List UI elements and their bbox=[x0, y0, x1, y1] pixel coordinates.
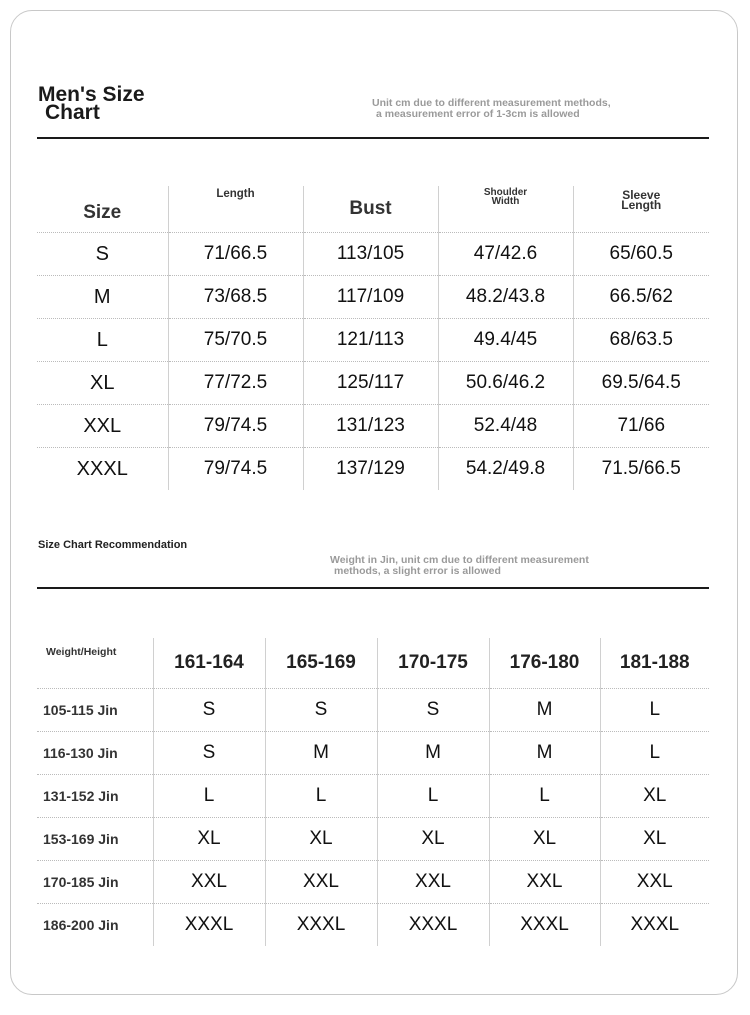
recommendation-row bbox=[37, 732, 709, 775]
recommendation-divider bbox=[37, 587, 709, 589]
cell-recommended-size: S bbox=[377, 689, 489, 732]
header-size: Size bbox=[37, 186, 168, 233]
cell-sleeve-length: 65/60.5 bbox=[573, 233, 709, 276]
size-table-row bbox=[37, 405, 709, 448]
header-length: Length bbox=[168, 186, 303, 233]
cell-recommended-size: XXXL bbox=[489, 904, 600, 947]
header-sleeve-line-1: Sleeve bbox=[622, 188, 661, 202]
cell-weight-range: 105-115 Jin bbox=[37, 689, 153, 732]
cell-length: 71/66.5 bbox=[168, 233, 303, 276]
cell-recommended-size: XXXL bbox=[600, 904, 709, 947]
header-weight-height: Weight/Height bbox=[37, 638, 153, 689]
header-height-range: 170-175 bbox=[377, 638, 489, 689]
recommendation-row bbox=[37, 904, 709, 947]
header-divider bbox=[37, 137, 709, 139]
recommendation-row bbox=[37, 861, 709, 904]
cell-sleeve-length: 68/63.5 bbox=[573, 319, 709, 362]
cell-length: 75/70.5 bbox=[168, 319, 303, 362]
cell-shoulder-width: 54.2/49.8 bbox=[438, 448, 573, 491]
cell-recommended-size: XXXL bbox=[265, 904, 377, 947]
header-sleeve-length bbox=[573, 186, 709, 233]
cell-recommended-size: L bbox=[265, 775, 377, 818]
cell-weight-range: 131-152 Jin bbox=[37, 775, 153, 818]
header-sleeve-line-2: Length bbox=[621, 198, 662, 212]
cell-shoulder-width: 48.2/43.8 bbox=[438, 276, 573, 319]
cell-weight-range: 153-169 Jin bbox=[37, 818, 153, 861]
cell-shoulder-width: 52.4/48 bbox=[438, 405, 573, 448]
cell-recommended-size: S bbox=[153, 689, 265, 732]
header-shoulder-line-1: Shoulder bbox=[483, 187, 528, 198]
cell-recommended-size: XL bbox=[265, 818, 377, 861]
size-table-row bbox=[37, 362, 709, 405]
recommendation-table bbox=[37, 638, 709, 946]
cell-recommended-size: XL bbox=[377, 818, 489, 861]
cell-recommended-size: L bbox=[377, 775, 489, 818]
recommendation-title: Size Chart Recommendation bbox=[38, 539, 188, 551]
cell-recommended-size: XXXL bbox=[377, 904, 489, 947]
cell-recommended-size: M bbox=[377, 732, 489, 775]
cell-recommended-size: L bbox=[600, 689, 709, 732]
size-table-row bbox=[37, 448, 709, 491]
cell-shoulder-width: 50.6/46.2 bbox=[438, 362, 573, 405]
recommendation-note-line-2: methods, a slight error is allowed bbox=[334, 565, 501, 577]
recommendation-row bbox=[37, 689, 709, 732]
cell-bust: 125/117 bbox=[303, 362, 438, 405]
cell-recommended-size: XXL bbox=[265, 861, 377, 904]
recommendation-note-line-1: Weight in Jin, unit cm due to different measurement bbox=[330, 554, 589, 566]
cell-shoulder-width: 47/42.6 bbox=[438, 233, 573, 276]
recommendation-note bbox=[330, 555, 589, 577]
cell-bust: 113/105 bbox=[303, 233, 438, 276]
header-height-range: 176-180 bbox=[489, 638, 600, 689]
cell-recommended-size: XXL bbox=[489, 861, 600, 904]
cell-bust: 117/109 bbox=[303, 276, 438, 319]
header-height-range: 181-188 bbox=[600, 638, 709, 689]
cell-length: 79/74.5 bbox=[168, 405, 303, 448]
cell-recommended-size: XL bbox=[153, 818, 265, 861]
cell-recommended-size: L bbox=[600, 732, 709, 775]
header-shoulder-line-2: Width bbox=[491, 196, 520, 207]
cell-recommended-size: S bbox=[153, 732, 265, 775]
recommendation-header-row bbox=[37, 638, 709, 689]
title-line-1: Men's Size bbox=[38, 83, 145, 106]
cell-bust: 121/113 bbox=[303, 319, 438, 362]
cell-recommended-size: L bbox=[489, 775, 600, 818]
page-title bbox=[38, 83, 145, 124]
cell-recommended-size: L bbox=[153, 775, 265, 818]
cell-length: 77/72.5 bbox=[168, 362, 303, 405]
size-table-header-row bbox=[37, 186, 709, 233]
cell-sleeve-length: 71.5/66.5 bbox=[573, 448, 709, 491]
cell-weight-range: 170-185 Jin bbox=[37, 861, 153, 904]
recommendation-row bbox=[37, 775, 709, 818]
cell-size: XXXL bbox=[76, 457, 128, 480]
cell-recommended-size: XXL bbox=[377, 861, 489, 904]
cell-size: M bbox=[37, 276, 168, 319]
cell-sleeve-length: 66.5/62 bbox=[573, 276, 709, 319]
cell-recommended-size: M bbox=[489, 689, 600, 732]
measurement-note-line-2: a measurement error of 1-3cm is allowed bbox=[376, 108, 580, 120]
measurement-note-line-1: Unit cm due to different measurement methods, bbox=[372, 97, 611, 109]
measurement-note bbox=[372, 98, 611, 120]
cell-bust: 131/123 bbox=[303, 405, 438, 448]
cell-length: 73/68.5 bbox=[168, 276, 303, 319]
cell-bust: 137/129 bbox=[303, 448, 438, 491]
cell-sleeve-length: 71/66 bbox=[573, 405, 709, 448]
cell-recommended-size: XL bbox=[600, 775, 709, 818]
size-table-row bbox=[37, 319, 709, 362]
cell-recommended-size: XXXL bbox=[153, 904, 265, 947]
cell-recommended-size: XL bbox=[600, 818, 709, 861]
cell-weight-range: 186-200 Jin bbox=[43, 916, 119, 933]
cell-shoulder-width: 49.4/45 bbox=[438, 319, 573, 362]
header-height-range: 165-169 bbox=[265, 638, 377, 689]
cell-size: L bbox=[37, 319, 168, 362]
header-bust: Bust bbox=[303, 186, 438, 233]
cell-size: XL bbox=[37, 362, 168, 405]
cell-weight-range: 116-130 Jin bbox=[37, 732, 153, 775]
title-line-2: Chart bbox=[45, 101, 100, 124]
cell-sleeve-length: 69.5/64.5 bbox=[573, 362, 709, 405]
cell-recommended-size: M bbox=[489, 732, 600, 775]
recommendation-row bbox=[37, 818, 709, 861]
size-table-row bbox=[37, 276, 709, 319]
cell-recommended-size: XL bbox=[489, 818, 600, 861]
header-height-range: 161-164 bbox=[153, 638, 265, 689]
size-table-row bbox=[37, 233, 709, 276]
cell-recommended-size: XXL bbox=[153, 861, 265, 904]
header-shoulder-width bbox=[438, 186, 573, 233]
size-table bbox=[37, 186, 709, 490]
cell-recommended-size: S bbox=[265, 689, 377, 732]
cell-size: S bbox=[37, 233, 168, 276]
cell-recommended-size: XXL bbox=[600, 861, 709, 904]
cell-length: 79/74.5 bbox=[168, 448, 303, 491]
cell-recommended-size: M bbox=[265, 732, 377, 775]
cell-size: XXL bbox=[37, 405, 168, 448]
